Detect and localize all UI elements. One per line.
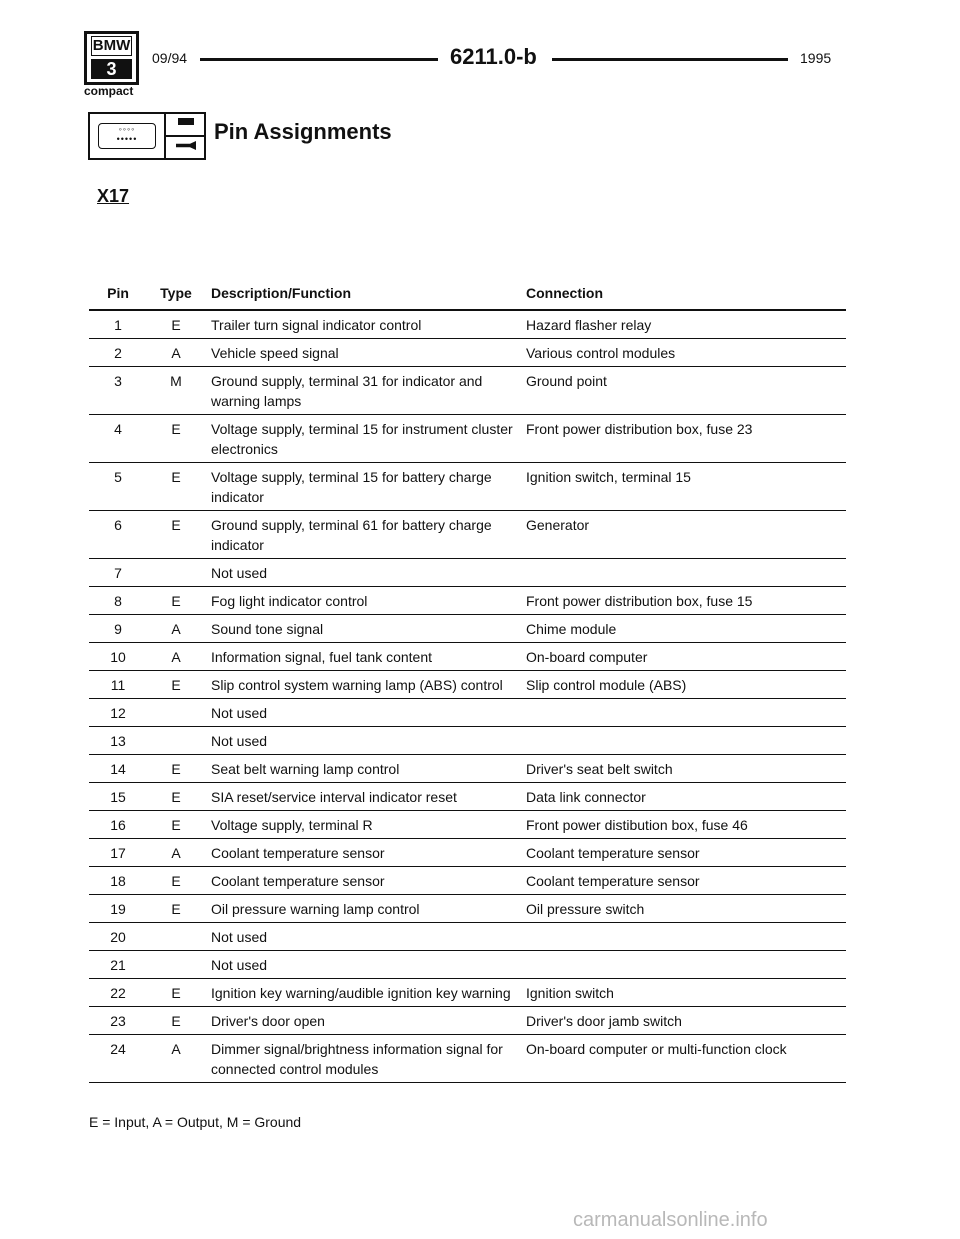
- cell-description: Oil pressure warning lamp control: [211, 901, 420, 917]
- cell-description: Information signal, fuel tank content: [211, 649, 433, 665]
- cell-connection: Slip control module (ABS): [526, 677, 687, 693]
- logo-brand: BMW: [92, 37, 131, 54]
- cell-type: [147, 955, 205, 978]
- cell-description: Not used: [211, 565, 268, 581]
- cell-connection: Hazard flasher relay: [526, 317, 652, 333]
- cell-pin: 16: [110, 817, 126, 833]
- table-row: [89, 367, 846, 415]
- type-legend: E = Input, A = Output, M = Ground: [89, 1114, 302, 1130]
- table-row: [89, 671, 846, 699]
- table-row: [89, 979, 846, 1007]
- cell-description: SIA reset/service interval indicator reset: [211, 789, 457, 805]
- cell-pin: 17: [110, 845, 126, 861]
- table-row: [89, 311, 846, 339]
- cell-description: Ground supply, terminal 61 for battery charge indicator: [211, 517, 492, 553]
- column-header-pin: Pin: [107, 285, 129, 301]
- cell-pin: 24: [110, 1041, 126, 1057]
- connector-pins-icon: ◦◦◦◦ •••••: [98, 123, 156, 149]
- cell-pin: 2: [114, 345, 122, 361]
- cell-connection: Front power distribution box, fuse 23: [526, 421, 753, 437]
- cell-description: Coolant temperature sensor: [211, 873, 385, 889]
- cell-description: Fog light indicator control: [211, 593, 368, 609]
- cell-type: E: [171, 901, 181, 917]
- cell-type: E: [171, 985, 181, 1001]
- logo-subtitle: compact: [84, 84, 134, 98]
- header-year: 1995: [800, 50, 832, 66]
- table-row: [89, 415, 846, 463]
- cell-type: E: [171, 517, 181, 533]
- cell-type: E: [171, 469, 181, 485]
- connector-id: X17: [97, 186, 130, 206]
- cell-type: [147, 927, 205, 950]
- cell-connection: [526, 703, 846, 726]
- cell-description: Ground supply, terminal 31 for indicator and warning lamps: [211, 373, 483, 409]
- cell-description: Vehicle speed signal: [211, 345, 339, 361]
- cell-connection: Ignition switch: [526, 985, 614, 1001]
- cell-connection: [526, 927, 846, 950]
- table-body: [89, 311, 846, 1083]
- table-row: [89, 811, 846, 839]
- header-rule-left: [200, 58, 438, 61]
- table-row: [89, 615, 846, 643]
- cell-pin: 22: [110, 985, 126, 1001]
- table-row: [89, 755, 846, 783]
- cell-description: Driver's door open: [211, 1013, 325, 1029]
- cell-pin: 9: [114, 621, 122, 637]
- cell-pin: 19: [110, 901, 126, 917]
- bmw-3-logo: [84, 31, 139, 85]
- cell-type: E: [171, 789, 181, 805]
- connector-icon: [88, 112, 206, 160]
- table-row: [89, 839, 846, 867]
- cell-type: A: [171, 1041, 181, 1057]
- table-header: [89, 283, 846, 311]
- cell-connection: Data link connector: [526, 789, 646, 805]
- header-date: 09/94: [152, 50, 188, 66]
- cell-type: E: [171, 677, 181, 693]
- cell-type: [147, 563, 205, 586]
- socket-icon: [176, 141, 196, 150]
- table-row: [89, 511, 846, 559]
- document-code: 6211.0-b: [450, 44, 537, 69]
- cell-type: E: [171, 1013, 181, 1029]
- logo-model: 3: [91, 59, 132, 79]
- cell-description: Dimmer signal/brightness information signal for connected control modules: [211, 1041, 503, 1077]
- table-row: [89, 951, 846, 979]
- table-row: [89, 559, 846, 587]
- cell-connection: On-board computer: [526, 649, 648, 665]
- cell-type: A: [171, 649, 181, 665]
- plug-icon: [178, 118, 194, 125]
- table-row: [89, 699, 846, 727]
- cell-type: E: [171, 593, 181, 609]
- cell-connection: On-board computer or multi-function clock: [526, 1041, 787, 1057]
- cell-pin: 3: [114, 373, 122, 389]
- section-title: Pin Assignments: [214, 119, 392, 144]
- table-row: [89, 463, 846, 511]
- table-row: [89, 1007, 846, 1035]
- cell-description: Sound tone signal: [211, 621, 324, 637]
- column-header-description: Description/Function: [211, 285, 351, 301]
- cell-pin: 8: [114, 593, 122, 609]
- cell-type: E: [171, 873, 181, 889]
- cell-description: Not used: [211, 929, 268, 945]
- table-row: [89, 895, 846, 923]
- cell-description: Voltage supply, terminal R: [211, 817, 373, 833]
- watermark: carmanualsonline.info: [573, 1209, 768, 1231]
- cell-type: A: [171, 845, 181, 861]
- cell-description: Not used: [211, 733, 268, 749]
- table-row: [89, 923, 846, 951]
- cell-connection: Front power distribution box, fuse 15: [526, 593, 753, 609]
- cell-pin: 4: [114, 421, 122, 437]
- cell-connection: Oil pressure switch: [526, 901, 645, 917]
- cell-description: Slip control system warning lamp (ABS) control: [211, 677, 503, 693]
- column-header-type: Type: [160, 285, 192, 301]
- cell-type: [147, 731, 205, 754]
- cell-connection: Various control modules: [526, 345, 676, 361]
- cell-connection: Generator: [526, 517, 590, 533]
- column-header-connection: Connection: [526, 285, 603, 301]
- cell-pin: 21: [110, 957, 126, 973]
- cell-connection: Driver's seat belt switch: [526, 761, 673, 777]
- cell-description: Coolant temperature sensor: [211, 845, 385, 861]
- table-row: [89, 1035, 846, 1083]
- cell-description: Seat belt warning lamp control: [211, 761, 400, 777]
- cell-connection: Coolant temperature sensor: [526, 845, 700, 861]
- cell-description: Ignition key warning/audible ignition key warning: [211, 985, 511, 1001]
- table-row: [89, 587, 846, 615]
- cell-connection: [526, 563, 846, 586]
- table-row: [89, 339, 846, 367]
- table-row: [89, 867, 846, 895]
- cell-pin: 15: [110, 789, 126, 805]
- cell-connection: Front power distibution box, fuse 46: [526, 817, 748, 833]
- pin-assignment-table: [89, 283, 846, 1083]
- cell-pin: 20: [110, 929, 126, 945]
- table-row: [89, 783, 846, 811]
- cell-pin: 13: [110, 733, 126, 749]
- cell-description: Trailer turn signal indicator control: [211, 317, 422, 333]
- header-rule-right: [552, 58, 788, 61]
- cell-type: [147, 703, 205, 726]
- cell-type: E: [171, 817, 181, 833]
- cell-connection: Driver's door jamb switch: [526, 1013, 682, 1029]
- cell-pin: 14: [110, 761, 126, 777]
- cell-description: Not used: [211, 705, 268, 721]
- cell-type: A: [171, 345, 181, 361]
- cell-pin: 5: [114, 469, 122, 485]
- cell-connection: [526, 731, 846, 754]
- cell-connection: Coolant temperature sensor: [526, 873, 700, 889]
- cell-pin: 6: [114, 517, 122, 533]
- cell-connection: Ground point: [526, 373, 607, 389]
- cell-type: A: [171, 621, 181, 637]
- cell-connection: Chime module: [526, 621, 617, 637]
- cell-description: Voltage supply, terminal 15 for battery charge indicator: [211, 469, 492, 505]
- cell-connection: Ignition switch, terminal 15: [526, 469, 691, 485]
- cell-pin: 1: [114, 317, 122, 333]
- cell-description: Voltage supply, terminal 15 for instrument cluster electronics: [211, 421, 513, 457]
- cell-connection: [526, 955, 846, 978]
- cell-type: E: [171, 317, 181, 333]
- cell-pin: 7: [114, 565, 122, 581]
- icon-divider: [164, 135, 204, 137]
- cell-pin: 18: [110, 873, 126, 889]
- table-row: [89, 643, 846, 671]
- cell-pin: 23: [110, 1013, 126, 1029]
- cell-type: M: [170, 373, 182, 389]
- cell-pin: 10: [110, 649, 126, 665]
- cell-pin: 11: [110, 677, 126, 693]
- cell-type: E: [171, 421, 181, 437]
- cell-pin: 12: [110, 705, 126, 721]
- table-row: [89, 727, 846, 755]
- cell-description: Not used: [211, 957, 268, 973]
- cell-type: E: [171, 761, 181, 777]
